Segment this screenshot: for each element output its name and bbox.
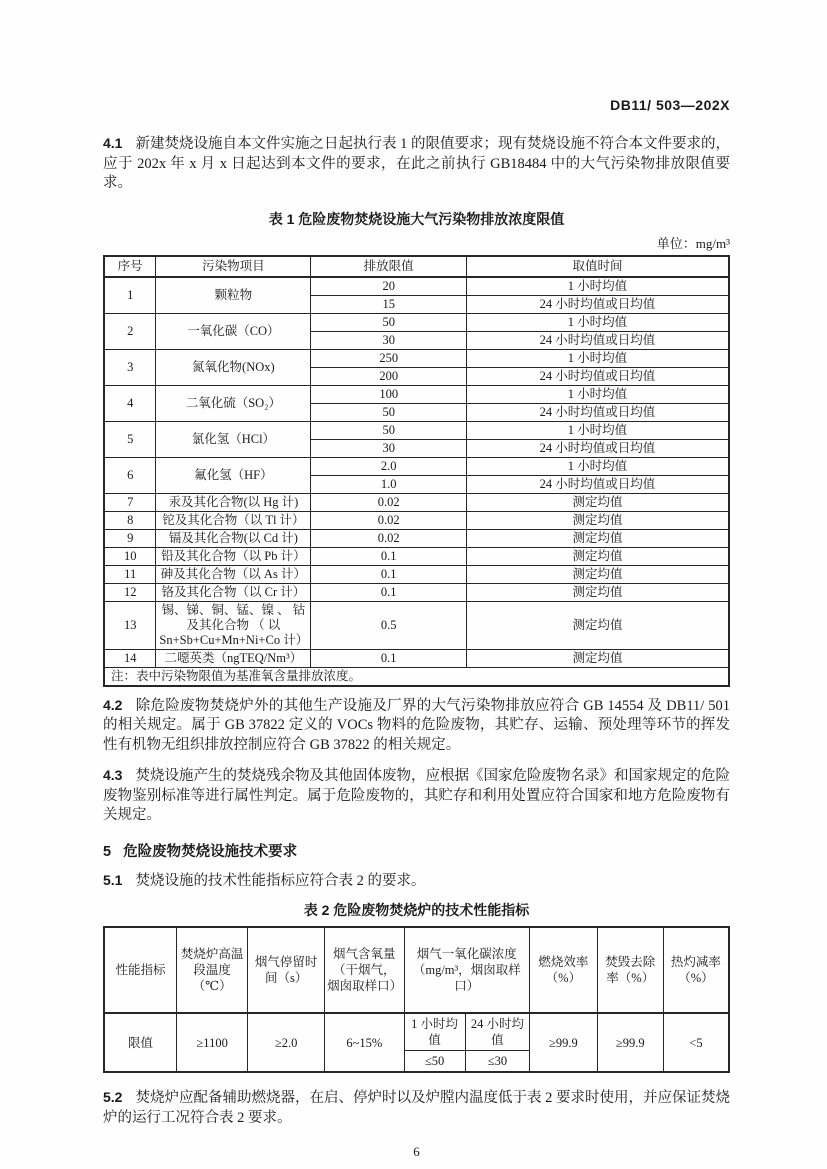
cell-limit: 250	[311, 349, 467, 367]
cell-limit-label: 限值	[104, 1013, 177, 1072]
table2-header-residence: 烟气停留时间（s）	[248, 927, 325, 1013]
table-row	[104, 493, 729, 511]
cell-pollutant: 镉及其化合物(以 Cd 计)	[156, 529, 311, 547]
cell-no: 10	[104, 547, 156, 565]
cell-limit: 0.1	[311, 547, 467, 565]
cell-co-24h-label: 24 小时均值	[465, 1013, 529, 1051]
cell-co-1h-value: ≤50	[404, 1051, 465, 1073]
cell-time: 测定均值	[467, 565, 730, 583]
clause-5-2	[103, 1088, 730, 1128]
clause-4-1	[103, 134, 730, 194]
table1-note-row	[104, 667, 729, 686]
section-5-number: 5	[103, 843, 112, 860]
cell-co-24h-value: ≤30	[465, 1051, 529, 1073]
table-row	[104, 313, 729, 331]
cell-time: 24 小时均值或日均值	[467, 475, 730, 493]
cell-time: 1 小时均值	[467, 421, 730, 439]
cell-temp-value: ≥1100	[177, 1013, 248, 1072]
table1-note: 注：表中污染物限值为基准氧含量排放浓度。	[104, 667, 729, 686]
cell-time: 1 小时均值	[467, 385, 730, 403]
clause-4-1-text: 新建焚烧设施自本文件实施之日起执行表 1 的限值要求；现有焚烧设施不符合本文件要求的，应于 202x 年 x 月 x 日起达到本文件的要求，在此之前执行 GB18484 中的大气污染物排放限值要求。	[103, 136, 730, 191]
clause-4-2-text: 除危险废物焚烧炉外的其他生产设施及厂界的大气污染物排放应符合 GB 14554 及 DB11/ 501 的相关规定。属于 GB 37822 定义的 VOCs 物料的危险废物，其贮存、运输、预处理等环节的挥发性有机物无组织排放控制应符合 GB 37822 的相关规定。	[103, 697, 730, 753]
cell-limit: 30	[311, 331, 467, 349]
cell-limit: 30	[311, 439, 467, 457]
cell-pollutant: 铊及其化合物（以 Tl 计）	[156, 511, 311, 529]
cell-time: 测定均值	[467, 583, 730, 601]
table2	[103, 926, 730, 1073]
clause-5-1-number: 5.1	[103, 871, 123, 888]
cell-time: 24 小时均值或日均值	[467, 331, 730, 349]
cell-pollutant: 锡、锑、铜、锰、镍 、 钴及其化合物 （ 以 Sn+Sb+Cu+Mn+Ni+Co 计）	[156, 601, 311, 649]
cell-no: 12	[104, 583, 156, 601]
cell-no: 2	[104, 313, 156, 349]
cell-co-1h-label: 1 小时均值	[404, 1013, 465, 1051]
page-number: 6	[413, 1144, 420, 1159]
table1-header-row	[104, 256, 729, 277]
table1-header-time: 取值时间	[467, 256, 730, 277]
cell-time: 1 小时均值	[467, 277, 730, 296]
table1-header-no: 序号	[104, 256, 156, 277]
table-row	[104, 649, 729, 667]
cell-pollutant: 氯化氢（HCl）	[156, 421, 311, 457]
table2-header-loss: 热灼减率（%）	[663, 927, 729, 1013]
cell-no: 13	[104, 601, 156, 649]
clause-5-1-text: 焚烧设施的技术性能指标应符合表 2 的要求。	[135, 872, 426, 889]
section-5-heading	[103, 843, 730, 862]
section-5-title: 危险废物焚烧设施技术要求	[123, 843, 298, 860]
cell-pollutant: 汞及其化合物(以 Hg 计)	[156, 493, 311, 511]
table-row	[104, 565, 729, 583]
table2-header-index: 性能指标	[104, 927, 177, 1013]
cell-limit: 15	[311, 295, 467, 313]
table-row	[104, 601, 729, 649]
cell-no: 4	[104, 385, 156, 421]
cell-time: 1 小时均值	[467, 349, 730, 367]
table2-caption: 表 2 危险废物焚烧炉的技术性能指标	[303, 902, 530, 918]
table2-header-oxygen: 烟气含氧量（干烟气，烟囱取样口）	[325, 927, 404, 1013]
table-row	[104, 385, 729, 403]
clause-5-2-text: 焚烧炉应配备辅助燃烧器，在启、停炉时以及炉膛内温度低于表 2 要求时使用，并应保证焚烧炉的运行工况符合表 2 要求。	[103, 1090, 730, 1126]
clause-4-1-number: 4.1	[103, 135, 123, 151]
cell-limit: 100	[311, 385, 467, 403]
cell-residence-value: ≥2.0	[248, 1013, 325, 1072]
cell-limit: 0.5	[311, 601, 467, 649]
cell-limit: 0.02	[311, 493, 467, 511]
cell-no: 9	[104, 529, 156, 547]
table-row	[104, 421, 729, 439]
cell-pollutant: 铅及其化合物（以 Pb 计）	[156, 547, 311, 565]
table1-caption: 表 1 危险废物焚烧设施大气污染物排放浓度限值	[268, 210, 565, 227]
cell-time: 测定均值	[467, 529, 730, 547]
cell-pollutant: 二噁英类（ngTEQ/Nm³）	[156, 649, 311, 667]
cell-limit: 0.02	[311, 511, 467, 529]
cell-limit: 50	[311, 313, 467, 331]
cell-time: 1 小时均值	[467, 313, 730, 331]
cell-efficiency-value: ≥99.9	[530, 1013, 598, 1072]
cell-no: 8	[104, 511, 156, 529]
cell-pollutant: 颗粒物	[156, 277, 311, 314]
cell-no: 5	[104, 421, 156, 457]
cell-pollutant: 铬及其化合物（以 Cr 计）	[156, 583, 311, 601]
table-row	[104, 529, 729, 547]
cell-no: 3	[104, 349, 156, 385]
cell-time: 24 小时均值或日均值	[467, 295, 730, 313]
table1	[103, 255, 730, 687]
cell-no: 6	[104, 457, 156, 493]
cell-time: 测定均值	[467, 511, 730, 529]
clause-4-3-number: 4.3	[103, 767, 123, 783]
clause-5-2-number: 5.2	[103, 1089, 123, 1105]
cell-no: 1	[104, 277, 156, 314]
cell-pollutant: 氟化氢（HF）	[156, 457, 311, 493]
table2-header-co: 烟气一氧化碳浓度（mg/m³，烟囱取样口）	[404, 927, 530, 1013]
table-row	[104, 547, 729, 565]
cell-limit: 0.1	[311, 649, 467, 667]
cell-limit: 200	[311, 367, 467, 385]
cell-pollutant: 一氧化碳（CO）	[156, 313, 311, 349]
cell-time: 24 小时均值或日均值	[467, 439, 730, 457]
cell-time: 测定均值	[467, 493, 730, 511]
table-row	[104, 349, 729, 367]
cell-limit: 0.1	[311, 583, 467, 601]
cell-limit: 1.0	[311, 475, 467, 493]
table1-header-limit: 排放限值	[311, 256, 467, 277]
cell-oxygen-value: 6~15%	[325, 1013, 404, 1072]
cell-pollutant: 二氧化硫（SO₂）	[156, 385, 311, 421]
clause-4-3	[103, 766, 730, 826]
cell-limit: 50	[311, 421, 467, 439]
table2-header-dre: 焚毁去除率（%）	[597, 927, 663, 1013]
table-row	[104, 583, 729, 601]
cell-no: 14	[104, 649, 156, 667]
cell-pollutant: 砷及其化合物（以 As 计）	[156, 565, 311, 583]
clause-4-3-text: 焚烧设施产生的焚烧残余物及其他固体废物，应根据《国家危险废物名录》和国家规定的危险废物鉴别标准等进行属性判定。属于危险废物的，其贮存和利用处置应符合国家和地方危险废物有关规定。	[103, 768, 730, 823]
cell-limit: 0.02	[311, 529, 467, 547]
table2-limit-row	[104, 1013, 729, 1051]
cell-no: 7	[104, 493, 156, 511]
cell-dre-value: ≥99.9	[597, 1013, 663, 1072]
clause-5-1	[103, 871, 730, 892]
cell-time: 测定均值	[467, 601, 730, 649]
cell-time: 24 小时均值或日均值	[467, 403, 730, 421]
table-row	[104, 277, 729, 296]
cell-time: 24 小时均值或日均值	[467, 367, 730, 385]
table2-header-row	[104, 927, 729, 1013]
clause-4-2-number: 4.2	[103, 696, 123, 713]
cell-time: 测定均值	[467, 547, 730, 565]
cell-loss-value: <5	[663, 1013, 729, 1072]
table2-header-efficiency: 燃烧效率（%）	[530, 927, 598, 1013]
cell-time: 1 小时均值	[467, 457, 730, 475]
cell-limit: 2.0	[311, 457, 467, 475]
table1-unit: 单位：mg/m³	[656, 235, 730, 251]
table-row	[104, 511, 729, 529]
cell-time: 测定均值	[467, 649, 730, 667]
table-row	[104, 457, 729, 475]
cell-limit: 0.1	[311, 565, 467, 583]
clause-4-2	[103, 696, 730, 756]
cell-limit: 20	[311, 277, 467, 296]
table1-header-pollutant: 污染物项目	[156, 256, 311, 277]
cell-no: 11	[104, 565, 156, 583]
cell-limit: 50	[311, 403, 467, 421]
table2-header-temp: 焚烧炉高温段温度（℃）	[177, 927, 248, 1013]
cell-pollutant: 氮氧化物(NOx)	[156, 349, 311, 385]
doc-code: DB11/ 503—202X	[610, 97, 730, 113]
